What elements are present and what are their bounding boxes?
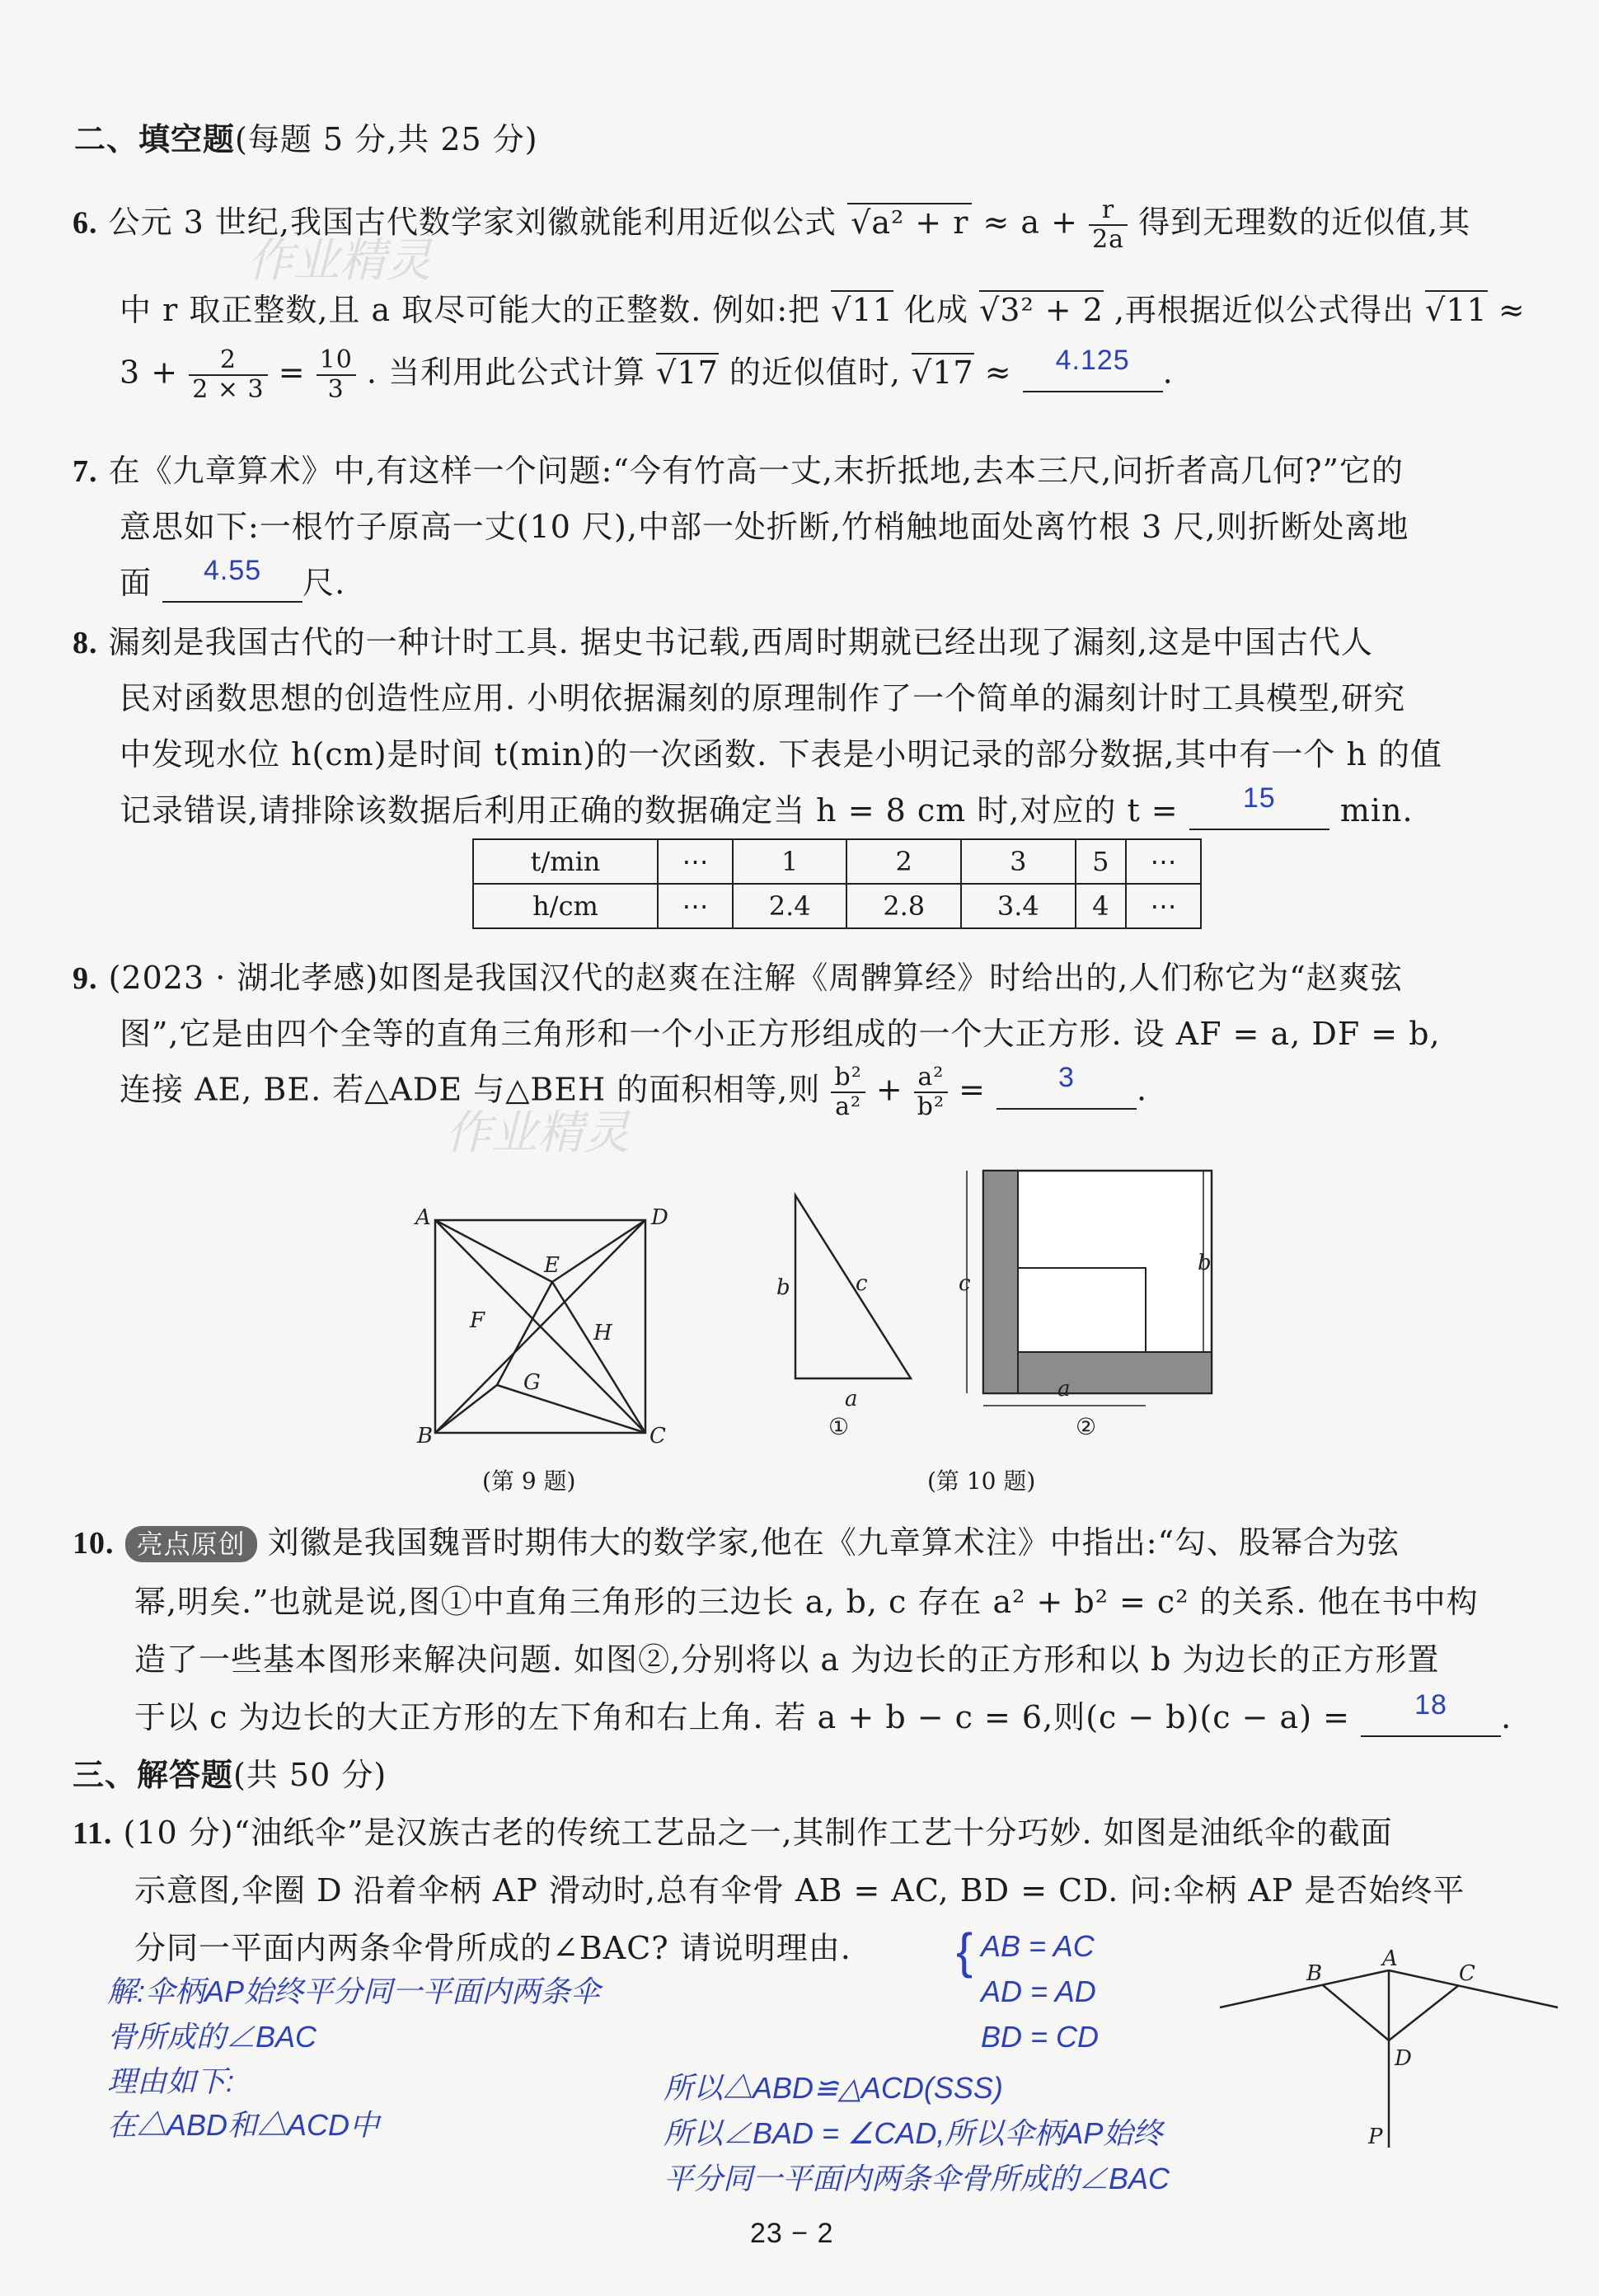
handwritten-answer: 平分同一平面内两条伞骨所成的∠BAC	[664, 2162, 1170, 2195]
answer-blank: 3	[996, 1072, 1137, 1110]
label-C: C	[1459, 1961, 1475, 1986]
handwritten-answer: 在△ABD和△ACD中	[107, 2108, 380, 2142]
label-a: a	[1057, 1377, 1071, 1402]
label-b: b	[1198, 1251, 1212, 1275]
table-row: h/cm ⋯ 2.4 2.8 3.4 4 ⋯	[473, 884, 1201, 928]
figure-10-2-squares	[960, 1162, 1224, 1443]
question-8-line2: 民对函数思想的创造性应用. 小明依据漏刻的原理制作了一个简单的漏刻计时工具模型,研究	[120, 680, 1406, 716]
label-a: a	[845, 1387, 858, 1411]
question-9-line1: 9. (2023 · 湖北孝感)如图是我国汉代的赵爽在注解《周髀算经》时给出的,人们称它为“赵爽弦	[73, 960, 1403, 996]
label-c: c	[856, 1271, 868, 1296]
label-A: A	[415, 1205, 431, 1230]
figure-9-caption: (第 9 题)	[482, 1467, 576, 1495]
label-B: B	[417, 1424, 434, 1448]
watermark: 作业精灵	[445, 1106, 630, 1160]
question-9-line3: 连接 AE, BE. 若△ADE 与△BEH 的面积相等,则 $\frac{\text{b²}}{\text{a²}}$ + $\frac{\text{a²}}{\text{b²}}$ = 3 .	[120, 1061, 1148, 1121]
question-8-line1: 8. 漏刻是我国古代的一种计时工具. 据史书记载,西周时期就已经出现了漏刻,这是中国古代人	[73, 624, 1373, 660]
label-H: H	[593, 1321, 612, 1345]
question-6-line1: 6. 公元 3 世纪,我国古代数学家刘徽就能利用近似公式 √a² + r ≈ a + $\frac{r}{2a}$ 得到无理数的近似值,其	[73, 195, 1471, 254]
answer-blank: 15	[1189, 792, 1329, 830]
question-10-line1: 10. 亮点原创 刘徽是我国魏晋时期伟大的数学家,他在《九章算术注》中指出:“勾、股幂合为弦	[73, 1524, 1400, 1561]
handwritten-answer: 理由如下:	[107, 2064, 235, 2098]
handwritten-answer: 骨所成的∠BAC	[107, 2020, 317, 2054]
question-6-line3: 3 + $\frac{2}{2 \times 3}$ = $\frac{10}{3}$ . 当利用此公式计算 √17 的近似值时, √17 ≈ 4.125 .	[120, 344, 1174, 404]
highlight-badge: 亮点原创	[125, 1526, 257, 1562]
label-D: D	[1395, 2046, 1412, 2071]
figure-11-umbrella	[1220, 1946, 1566, 2152]
question-10-line4: 于以 c 为边长的大正方形的左下角和右上角. 若 a + b − c = 6,则(c − b)(c − a) = 18 .	[134, 1689, 1512, 1735]
figure-9-zhao-shuang-diagram	[412, 1200, 684, 1455]
figure-10-caption: (第 10 题)	[927, 1467, 1036, 1495]
congruence-condition: AD = AD	[981, 1974, 1096, 2008]
brace: {	[956, 1923, 973, 1979]
data-table	[472, 838, 1202, 929]
question-8-line3: 中发现水位 h(cm)是时间 t(min)的一次函数. 下表是小明记录的部分数据,其中有一个 h 的值	[120, 736, 1443, 772]
section-heading: 三、解答题(共 50 分)	[73, 1757, 387, 1793]
question-6-line2: 中 r 取正整数,且 a 取尽可能大的正整数. 例如:把 √11 化成 √3² + 2 ,再根据近似公式得出 √11 ≈	[120, 292, 1526, 328]
table-row: t/min ⋯ 1 2 3 5 ⋯	[473, 839, 1201, 884]
answer-blank: 4.125	[1023, 354, 1163, 392]
handwritten-answer: 解:伞柄AP始终平分同一平面内两条伞	[107, 1974, 601, 2008]
congruence-condition: BD = CD	[981, 2020, 1100, 2054]
question-7-line3: 面 4.55 尺.	[120, 555, 346, 601]
handwritten-answer: 所以△ABD≌△ACD(SSS)	[664, 2071, 1003, 2105]
label-G: G	[523, 1370, 541, 1395]
congruence-condition: AB = AC	[981, 1929, 1095, 1963]
label-c: c	[959, 1271, 971, 1296]
question-11-line3: 分同一平面内两条伞骨所成的∠BAC? 请说明理由.	[134, 1930, 851, 1966]
question-9-line2: 图”,它是由四个全等的直角三角形和一个小正方形组成的一个大正方形. 设 AF = a, DF = b,	[120, 1016, 1441, 1052]
answer-blank: 4.55	[162, 565, 302, 603]
question-10-line2: 幂,明矣.”也就是说,图①中直角三角形的三边长 a, b, c 存在 a² + b² = c² 的关系. 他在书中构	[134, 1584, 1479, 1620]
watermark: 作业精灵	[247, 234, 432, 288]
label-D: D	[651, 1205, 668, 1230]
question-7-line2: 意思如下:一根竹子原高一丈(10 尺),中部一处折断,竹梢触地面处离竹根 3 尺,则折断处离地	[120, 509, 1409, 545]
question-11-line1: 11. (10 分)“油纸伞”是汉族古老的传统工艺品之一,其制作工艺十分巧妙. 如图是油纸伞的截面	[73, 1815, 1393, 1851]
label-B: B	[1306, 1961, 1323, 1986]
label-b: b	[776, 1275, 790, 1300]
page-number: 23 − 2	[750, 2218, 834, 2249]
handwritten-answer: 所以∠BAD = ∠CAD,所以伞柄AP始终	[664, 2116, 1163, 2150]
label-E: E	[544, 1253, 560, 1278]
figure-number: ②	[1076, 1413, 1097, 1440]
figure-number: ①	[828, 1413, 850, 1440]
section-heading: 二、填空题(每题 5 分,共 25 分)	[74, 121, 538, 157]
label-F: F	[470, 1308, 485, 1333]
label-C: C	[649, 1424, 666, 1448]
question-11-line2: 示意图,伞圈 D 沿着伞柄 AP 滑动时,总有伞骨 AB = AC, BD = CD. 问:伞柄 AP 是否始终平	[134, 1872, 1465, 1909]
label-P: P	[1368, 2125, 1383, 2149]
question-8-line4: 记录错误,请排除该数据后利用正确的数据确定当 h = 8 cm 时,对应的 t = 15 min.	[120, 782, 1414, 829]
label-A: A	[1382, 1946, 1398, 1971]
figure-10-1-triangle	[767, 1187, 915, 1451]
question-7-line1: 7. 在《九章算术》中,有这样一个问题:“今有竹高一丈,末折抵地,去本三尺,问折者高几何?”它的	[73, 453, 1404, 489]
answer-blank: 18	[1361, 1699, 1501, 1737]
question-10-line3: 造了一些基本图形来解决问题. 如图②,分别将以 a 为边长的正方形和以 b 为边长的正方形置	[134, 1641, 1440, 1678]
